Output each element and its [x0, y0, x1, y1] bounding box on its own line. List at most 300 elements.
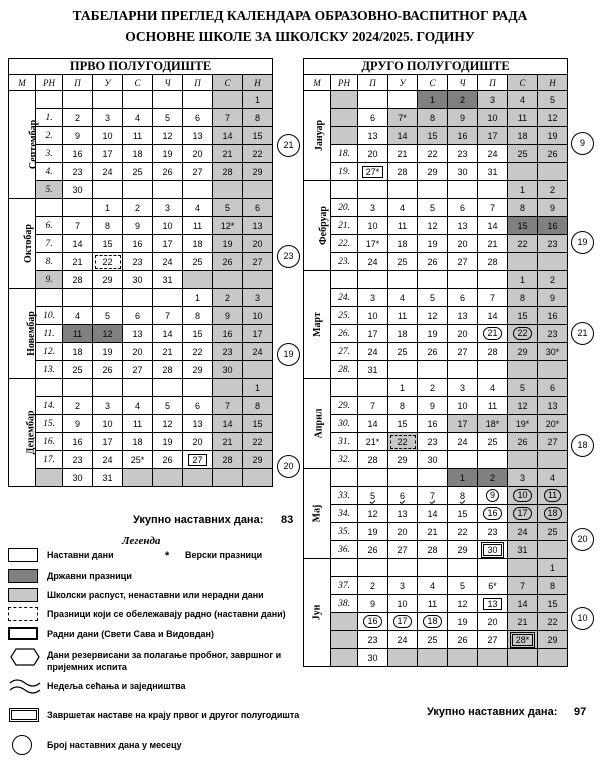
day-cell — [153, 289, 183, 307]
week-row — [304, 343, 568, 361]
day-cell: 19 — [93, 343, 123, 361]
day-cell — [123, 181, 153, 199]
day-cell: 25 — [183, 253, 213, 271]
day-cell: 14 — [418, 505, 448, 523]
week-row — [304, 91, 568, 109]
day-cell: 21 — [63, 253, 93, 271]
day-cell-marked-value: 9 — [486, 489, 499, 502]
day-cell: 3 — [448, 379, 478, 397]
day-cell: 19 — [538, 127, 568, 145]
day-cell — [478, 487, 508, 505]
day-cell: 21 — [478, 235, 508, 253]
week-row — [9, 181, 273, 199]
day-cell — [448, 361, 478, 379]
day-cell: 15 — [538, 595, 568, 613]
day-cell: 15 — [508, 217, 538, 235]
week-row — [304, 109, 568, 127]
month-name — [9, 199, 36, 289]
week-row — [9, 145, 273, 163]
day-cell — [538, 487, 568, 505]
week-row — [9, 271, 273, 289]
day-cell: 10 — [358, 307, 388, 325]
week-row — [304, 505, 568, 523]
day-cell — [388, 91, 418, 109]
week-row — [304, 307, 568, 325]
day-cell-marked-value: 27 — [188, 454, 206, 466]
day-cell — [213, 379, 243, 397]
day-cell — [183, 271, 213, 289]
day-cell: 5 — [93, 307, 123, 325]
left-semester-heading: ПРВО ПОЛУГОДИШТЕ — [9, 59, 273, 75]
right-semester-heading: ДРУГО ПОЛУГОДИШТЕ — [304, 59, 568, 75]
day-cell — [478, 595, 508, 613]
day-cell: 20 — [388, 523, 418, 541]
day-cell: 1 — [243, 379, 273, 397]
day-cell: 9 — [358, 595, 388, 613]
day-cell: 8 — [538, 577, 568, 595]
day-cell: 5 — [418, 289, 448, 307]
day-cell: 28 — [478, 343, 508, 361]
day-cell: 27 — [448, 253, 478, 271]
week-number — [331, 649, 358, 667]
day-cell — [448, 559, 478, 577]
day-cell: 24 — [153, 253, 183, 271]
day-header: П — [478, 75, 508, 91]
month-days-count-circle: 9 — [571, 132, 594, 155]
week-number: 37. — [331, 577, 358, 595]
day-cell: 30 — [63, 469, 93, 487]
day-cell: 23 — [63, 451, 93, 469]
day-cell: 12 — [153, 127, 183, 145]
week-row — [304, 361, 568, 379]
day-cell-marked-value: 17 — [513, 507, 531, 520]
day-cell-marked-value: 27* — [362, 166, 384, 178]
day-cell: 20 — [183, 145, 213, 163]
day-cell: 14 — [213, 127, 243, 145]
month-name-label: Мај — [311, 504, 323, 523]
day-header: С — [508, 75, 538, 91]
week-row — [9, 469, 273, 487]
week-row — [9, 379, 273, 397]
day-cell: 10 — [153, 217, 183, 235]
day-cell: 23 — [538, 325, 568, 343]
week-row — [304, 271, 568, 289]
day-cell: 28 — [213, 163, 243, 181]
day-cell: 13 — [243, 217, 273, 235]
week-row — [304, 163, 568, 181]
day-cell — [213, 271, 243, 289]
day-cell: 9 — [418, 397, 448, 415]
week-number: 33. — [331, 487, 358, 505]
day-cell: 17 — [93, 433, 123, 451]
week-row — [9, 289, 273, 307]
day-cell — [448, 649, 478, 667]
day-cell: 18 — [388, 325, 418, 343]
day-cell — [418, 271, 448, 289]
day-cell — [388, 271, 418, 289]
day-cell: 10 — [93, 415, 123, 433]
day-cell: 11 — [478, 397, 508, 415]
day-cell: 1 — [418, 91, 448, 109]
day-cell: 29 — [538, 631, 568, 649]
week-row — [9, 109, 273, 127]
day-cell-marked-value: 16 — [483, 507, 501, 520]
day-cell: 9 — [538, 289, 568, 307]
day-cell: 8 — [93, 217, 123, 235]
week-row — [304, 559, 568, 577]
day-cell: 17* — [358, 235, 388, 253]
day-cell: 9 — [538, 199, 568, 217]
day-cell: 23 — [538, 235, 568, 253]
day-cell — [388, 613, 418, 631]
day-cell: 7 — [153, 307, 183, 325]
day-header: У — [388, 75, 418, 91]
day-cell: 9 — [213, 307, 243, 325]
day-cell — [538, 649, 568, 667]
day-cell: 10 — [243, 307, 273, 325]
day-cell: 10 — [478, 109, 508, 127]
week-number: 25. — [331, 307, 358, 325]
day-cell: 11 — [63, 325, 93, 343]
day-cell: 3 — [358, 289, 388, 307]
day-header: М — [9, 75, 36, 91]
day-cell: 21 — [388, 145, 418, 163]
day-cell: 12* — [213, 217, 243, 235]
week-row — [9, 325, 273, 343]
day-cell: 18 — [123, 145, 153, 163]
day-cell: 12 — [418, 217, 448, 235]
day-cell: 16 — [63, 145, 93, 163]
day-cell — [123, 469, 153, 487]
day-cell — [153, 181, 183, 199]
week-number: 7. — [36, 235, 63, 253]
month-days-count-circle: 21 — [277, 134, 300, 157]
day-cell: 29 — [508, 343, 538, 361]
day-cell — [63, 289, 93, 307]
day-cell — [153, 469, 183, 487]
day-cell: 5 — [358, 487, 388, 505]
day-cell: 23 — [123, 253, 153, 271]
day-cell: 3 — [93, 397, 123, 415]
day-cell: 10 — [358, 217, 388, 235]
day-cell: 7 — [213, 109, 243, 127]
legend-label-school-break: Школски распуст, ненаставни или нерадни дани — [47, 590, 264, 600]
day-cell: 1 — [448, 469, 478, 487]
week-number — [36, 199, 63, 217]
day-cell: 11 — [183, 217, 213, 235]
week-number — [331, 559, 358, 577]
day-cell — [478, 271, 508, 289]
legend-label-state-holidays: Државни празници — [47, 571, 132, 581]
day-cell-marked-value: 18 — [423, 615, 441, 628]
day-header: Ч — [153, 75, 183, 91]
day-cell — [243, 181, 273, 199]
day-cell: 25 — [478, 433, 508, 451]
week-row — [9, 397, 273, 415]
week-row — [9, 91, 273, 109]
day-cell — [448, 181, 478, 199]
day-cell — [478, 649, 508, 667]
day-cell: 4 — [123, 397, 153, 415]
day-cell — [508, 451, 538, 469]
day-cell: 2 — [478, 469, 508, 487]
day-cell: 7 — [478, 199, 508, 217]
day-cell: 23 — [213, 343, 243, 361]
legend-label-semester-end: Завршетак наставе на крају првог и другог полугодишта — [47, 710, 300, 720]
day-cell: 13 — [538, 397, 568, 415]
day-cell: 26 — [418, 343, 448, 361]
month-days-count-circle: 23 — [277, 245, 300, 268]
day-cell — [418, 559, 448, 577]
legend-swatch-state-holidays — [8, 569, 38, 583]
day-cell: 2 — [538, 181, 568, 199]
day-cell: 20 — [123, 343, 153, 361]
week-row — [304, 433, 568, 451]
day-cell — [93, 379, 123, 397]
day-cell: 17 — [358, 325, 388, 343]
month-name — [304, 379, 331, 469]
day-cell: 4 — [388, 199, 418, 217]
week-number: 8. — [36, 253, 63, 271]
week-number: 28. — [331, 361, 358, 379]
legend-label-exam-days: Дани резервисани за полагање пробног, завршног и пријемних испита — [47, 650, 282, 672]
day-cell: 20 — [478, 613, 508, 631]
day-cell: 16 — [63, 433, 93, 451]
week-row — [304, 127, 568, 145]
day-cell: 6 — [183, 397, 213, 415]
day-cell: 2 — [63, 109, 93, 127]
day-cell: 15 — [418, 127, 448, 145]
week-number: 29. — [331, 397, 358, 415]
week-number: 2. — [36, 127, 63, 145]
hexagon-icon — [10, 648, 40, 666]
day-cell: 10 — [448, 397, 478, 415]
day-header: С — [213, 75, 243, 91]
day-cell: 30 — [213, 361, 243, 379]
week-row — [304, 199, 568, 217]
day-cell: 6 — [358, 109, 388, 127]
day-cell: 28 — [213, 451, 243, 469]
day-cell — [538, 451, 568, 469]
day-cell: 30* — [538, 343, 568, 361]
week-row — [304, 523, 568, 541]
month-name-label: Октобар — [22, 224, 34, 263]
day-cell: 26 — [358, 541, 388, 559]
day-cell-marked-value: 11 — [544, 489, 561, 502]
day-cell: 13 — [358, 127, 388, 145]
day-cell: 14 — [478, 217, 508, 235]
week-number: 3. — [36, 145, 63, 163]
day-cell: 19 — [153, 433, 183, 451]
day-cell: 31 — [93, 469, 123, 487]
day-cell: 13 — [388, 505, 418, 523]
day-cell — [358, 181, 388, 199]
month-name-label: Фебруар — [317, 206, 329, 245]
day-cell — [448, 451, 478, 469]
day-cell: 15 — [243, 127, 273, 145]
week-number — [331, 91, 358, 109]
day-cell — [508, 361, 538, 379]
day-cell: 26 — [508, 433, 538, 451]
day-cell-marked-value: 30 — [481, 542, 503, 558]
month-name-label: Децембар — [25, 410, 37, 455]
day-cell: 22 — [243, 145, 273, 163]
day-cell — [93, 289, 123, 307]
day-cell: 18 — [388, 235, 418, 253]
day-cell: 25 — [388, 253, 418, 271]
week-number — [36, 289, 63, 307]
day-cell: 8 — [448, 487, 478, 505]
circle-icon — [12, 735, 32, 755]
day-header: М — [304, 75, 331, 91]
week-row — [304, 235, 568, 253]
day-cell — [478, 181, 508, 199]
day-cell: 16 — [538, 217, 568, 235]
day-cell — [508, 559, 538, 577]
day-cell: 26 — [153, 163, 183, 181]
day-cell-marked-value: 21 — [483, 327, 501, 340]
day-cell: 20 — [448, 235, 478, 253]
day-cell: 11 — [388, 307, 418, 325]
day-cell: 15 — [388, 415, 418, 433]
legend-label-days-count: Број наставних дана у месецу — [47, 740, 182, 750]
day-cell: 29 — [448, 541, 478, 559]
week-number: 22. — [331, 235, 358, 253]
week-number: 31. — [331, 433, 358, 451]
week-number: 11. — [36, 325, 63, 343]
day-cell: 3 — [478, 91, 508, 109]
month-name-label: Септембар — [28, 119, 40, 170]
day-cell: 22 — [508, 235, 538, 253]
first-semester-total-value: 83 — [281, 514, 294, 526]
day-cell: 12 — [508, 397, 538, 415]
day-cell-marked-value: 18 — [544, 507, 562, 520]
day-cell — [183, 379, 213, 397]
day-cell: 13 — [448, 217, 478, 235]
day-cell: 1 — [388, 379, 418, 397]
month-days-count-circle: 20 — [571, 528, 594, 551]
day-header: Н — [243, 75, 273, 91]
day-cell: 7 — [478, 289, 508, 307]
day-cell — [418, 613, 448, 631]
month-days-count-circle: 19 — [277, 343, 300, 366]
day-cell: 8 — [183, 307, 213, 325]
week-number: 38. — [331, 595, 358, 613]
day-cell: 11 — [123, 415, 153, 433]
day-cell: 4 — [478, 379, 508, 397]
day-cell-marked-value: 13 — [483, 598, 501, 610]
month-days-count-circle: 19 — [571, 231, 594, 254]
legend-label-teaching-days: Наставни дани — [47, 550, 114, 560]
day-cell: 20 — [448, 325, 478, 343]
day-cell: 21 — [508, 613, 538, 631]
day-cell: 2 — [418, 379, 448, 397]
day-cell: 22 — [388, 433, 418, 451]
day-cell: 24 — [508, 523, 538, 541]
week-number: 27. — [331, 343, 358, 361]
month-name — [9, 379, 36, 487]
week-number — [331, 613, 358, 631]
day-cell: 8 — [388, 397, 418, 415]
day-cell: 24 — [388, 631, 418, 649]
day-cell: 28 — [153, 361, 183, 379]
day-cell: 21 — [213, 433, 243, 451]
day-cell: 5 — [153, 109, 183, 127]
day-cell: 16 — [448, 127, 478, 145]
day-cell: 12 — [358, 505, 388, 523]
day-cell: 3 — [243, 289, 273, 307]
day-cell: 31 — [508, 541, 538, 559]
day-cell: 27 — [448, 343, 478, 361]
day-cell: 25 — [418, 631, 448, 649]
day-cell-marked-value: 17 — [393, 615, 411, 628]
day-cell: 24 — [478, 145, 508, 163]
day-cell: 31 — [358, 361, 388, 379]
legend-swatch-working-holidays — [8, 607, 38, 621]
day-cell: 22 — [538, 613, 568, 631]
day-cell — [508, 649, 538, 667]
day-cell — [418, 361, 448, 379]
day-cell: 27 — [388, 541, 418, 559]
week-number: 21. — [331, 217, 358, 235]
day-cell: 26 — [153, 451, 183, 469]
day-cell: 3 — [358, 199, 388, 217]
day-cell — [183, 469, 213, 487]
day-cell: 23 — [63, 163, 93, 181]
second-semester-table — [303, 58, 568, 667]
day-cell — [213, 469, 243, 487]
day-cell: 11 — [123, 127, 153, 145]
week-row — [304, 145, 568, 163]
day-cell — [388, 559, 418, 577]
day-cell: 4 — [388, 289, 418, 307]
month-days-count-circle: 20 — [277, 455, 300, 478]
day-cell: 16 — [123, 235, 153, 253]
day-cell — [358, 91, 388, 109]
day-cell: 4 — [508, 91, 538, 109]
week-number — [331, 271, 358, 289]
week-row — [304, 289, 568, 307]
day-cell: 5 — [538, 91, 568, 109]
day-cell — [508, 163, 538, 181]
day-cell: 20 — [183, 433, 213, 451]
day-cell: 20 — [243, 235, 273, 253]
day-cell — [183, 91, 213, 109]
day-cell — [478, 451, 508, 469]
day-cell: 7* — [388, 109, 418, 127]
day-cell: 15 — [93, 235, 123, 253]
day-cell — [243, 361, 273, 379]
day-cell: 28 — [63, 271, 93, 289]
month-name — [304, 559, 331, 667]
day-cell: 23 — [418, 433, 448, 451]
day-cell: 3 — [153, 199, 183, 217]
day-cell: 4 — [538, 469, 568, 487]
day-cell — [63, 91, 93, 109]
week-number: 15. — [36, 415, 63, 433]
day-cell — [418, 469, 448, 487]
day-cell: 6 — [448, 289, 478, 307]
wave-icon — [9, 679, 41, 693]
day-cell: 7 — [358, 397, 388, 415]
day-cell: 15 — [183, 325, 213, 343]
day-header: С — [418, 75, 448, 91]
day-cell: 28 — [478, 253, 508, 271]
day-cell: 12 — [93, 325, 123, 343]
day-header: РН — [331, 75, 358, 91]
day-cell: 29 — [418, 163, 448, 181]
day-cell: 24 — [358, 253, 388, 271]
